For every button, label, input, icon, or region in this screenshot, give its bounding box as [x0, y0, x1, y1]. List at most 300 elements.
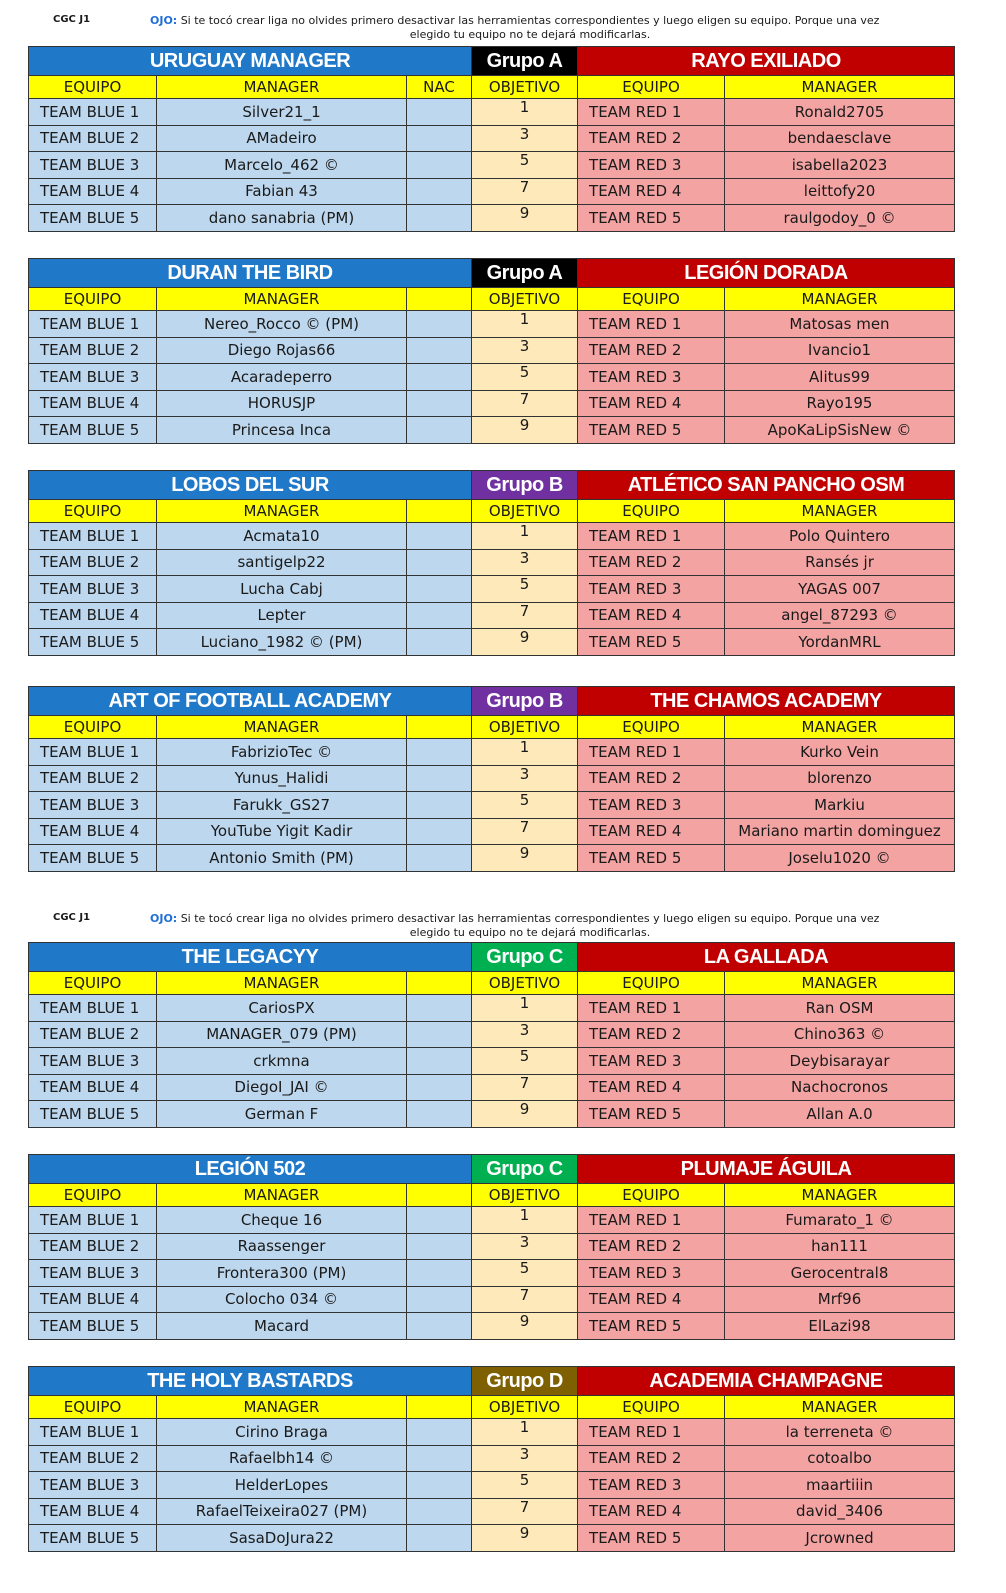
table-row	[29, 205, 955, 232]
blue-manager: Luciano_1982 © (PM)	[157, 629, 407, 656]
table-row	[29, 1498, 955, 1525]
red-manager: Fumarato_1 ©	[725, 1207, 955, 1234]
table-row	[29, 1445, 955, 1472]
blue-team-slot: TEAM BLUE 4	[29, 1286, 157, 1313]
equipo-header: EQUIPO	[578, 1184, 725, 1207]
table-row	[29, 845, 955, 872]
objective-value: 1	[472, 523, 578, 550]
red-manager: ElLazi98	[725, 1313, 955, 1340]
table-row	[29, 792, 955, 819]
red-team-name: ATLÉTICO SAN PANCHO OSM	[578, 471, 955, 500]
nac-cell	[407, 390, 472, 417]
red-team-slot: TEAM RED 3	[578, 364, 725, 391]
objective-value: 7	[472, 602, 578, 629]
blue-manager: Rafaelbh14 ©	[157, 1445, 407, 1472]
blue-manager: Lepter	[157, 602, 407, 629]
blue-manager: Cheque 16	[157, 1207, 407, 1234]
red-manager: angel_87293 ©	[725, 602, 955, 629]
red-team-slot: TEAM RED 2	[578, 549, 725, 576]
blue-team-slot: TEAM BLUE 1	[29, 1207, 157, 1234]
objective-value: 7	[472, 390, 578, 417]
blue-manager: Antonio Smith (PM)	[157, 845, 407, 872]
blue-manager: Frontera300 (PM)	[157, 1260, 407, 1287]
blue-manager: Lucha Cabj	[157, 576, 407, 603]
manager-header: MANAGER	[725, 288, 955, 311]
red-manager: Ivancio1	[725, 337, 955, 364]
objective-value: 5	[472, 1048, 578, 1075]
nac-header	[407, 1396, 472, 1419]
group-label: Grupo B	[472, 687, 578, 716]
match-table	[28, 1154, 955, 1340]
blue-manager: crkmna	[157, 1048, 407, 1075]
match-table	[28, 470, 955, 656]
manager-header: MANAGER	[157, 500, 407, 523]
blue-manager: Princesa Inca	[157, 417, 407, 444]
objective-value: 1	[472, 1419, 578, 1446]
nac-header	[407, 288, 472, 311]
equipo-header: EQUIPO	[29, 716, 157, 739]
objective-value: 1	[472, 995, 578, 1022]
equipo-header: EQUIPO	[29, 288, 157, 311]
blue-manager: SasaDoJura22	[157, 1525, 407, 1552]
objective-value: 3	[472, 337, 578, 364]
red-team-slot: TEAM RED 3	[578, 576, 725, 603]
objective-value: 5	[472, 364, 578, 391]
round-code: CGC J1	[53, 912, 91, 923]
objective-value: 5	[472, 1472, 578, 1499]
red-team-slot: TEAM RED 5	[578, 845, 725, 872]
equipo-header: EQUIPO	[578, 288, 725, 311]
blue-team-slot: TEAM BLUE 2	[29, 337, 157, 364]
red-team-name: THE CHAMOS ACADEMY	[578, 687, 955, 716]
red-team-slot: TEAM RED 1	[578, 1419, 725, 1446]
blue-team-slot: TEAM BLUE 4	[29, 178, 157, 205]
table-row	[29, 178, 955, 205]
blue-team-slot: TEAM BLUE 3	[29, 364, 157, 391]
blue-manager: Silver21_1	[157, 99, 407, 126]
blue-team-slot: TEAM BLUE 4	[29, 1498, 157, 1525]
table-row	[29, 549, 955, 576]
blue-team-slot: TEAM BLUE 1	[29, 311, 157, 338]
table-row	[29, 390, 955, 417]
blue-team-slot: TEAM BLUE 4	[29, 390, 157, 417]
red-team-slot: TEAM RED 5	[578, 1313, 725, 1340]
red-manager: Markiu	[725, 792, 955, 819]
table-row	[29, 417, 955, 444]
manager-header: MANAGER	[157, 288, 407, 311]
nac-cell	[407, 152, 472, 179]
nac-cell	[407, 99, 472, 126]
red-manager: Joselu1020 ©	[725, 845, 955, 872]
nac-cell	[407, 417, 472, 444]
nac-cell	[407, 125, 472, 152]
objective-value: 5	[472, 152, 578, 179]
table-row	[29, 1472, 955, 1499]
objective-value: 9	[472, 417, 578, 444]
blue-team-slot: TEAM BLUE 1	[29, 739, 157, 766]
red-manager: isabella2023	[725, 152, 955, 179]
red-manager: han111	[725, 1233, 955, 1260]
note-line2: elegido tu equipo no te dejará modificarlas.	[409, 926, 651, 939]
red-team-slot: TEAM RED 5	[578, 205, 725, 232]
objective-value: 9	[472, 845, 578, 872]
nac-header: NAC	[407, 76, 472, 99]
red-team-slot: TEAM RED 3	[578, 1472, 725, 1499]
group-label: Grupo A	[472, 47, 578, 76]
blue-manager: Acmata10	[157, 523, 407, 550]
red-manager: YAGAS 007	[725, 576, 955, 603]
red-team-name: LA GALLADA	[578, 943, 955, 972]
blue-team-slot: TEAM BLUE 5	[29, 629, 157, 656]
red-manager: Jcrowned	[725, 1525, 955, 1552]
blue-team-slot: TEAM BLUE 3	[29, 1048, 157, 1075]
blue-team-slot: TEAM BLUE 2	[29, 1021, 157, 1048]
red-team-slot: TEAM RED 2	[578, 1233, 725, 1260]
league-note	[0, 10, 1006, 50]
nac-cell	[407, 337, 472, 364]
equipo-header: EQUIPO	[578, 76, 725, 99]
blue-team-slot: TEAM BLUE 5	[29, 205, 157, 232]
nac-cell	[407, 311, 472, 338]
blue-manager: Raassenger	[157, 1233, 407, 1260]
blue-team-slot: TEAM BLUE 3	[29, 792, 157, 819]
table-row	[29, 1101, 955, 1128]
match-table	[28, 46, 955, 232]
red-team-slot: TEAM RED 4	[578, 390, 725, 417]
blue-team-slot: TEAM BLUE 3	[29, 152, 157, 179]
red-team-slot: TEAM RED 2	[578, 1021, 725, 1048]
table-row	[29, 1260, 955, 1287]
red-team-slot: TEAM RED 4	[578, 178, 725, 205]
objective-value: 7	[472, 1074, 578, 1101]
blue-manager: santigelp22	[157, 549, 407, 576]
red-manager: ApoKaLipSisNew ©	[725, 417, 955, 444]
objective-value: 7	[472, 1498, 578, 1525]
group-label: Grupo D	[472, 1367, 578, 1396]
table-row	[29, 1313, 955, 1340]
red-team-slot: TEAM RED 2	[578, 1445, 725, 1472]
note-line1: Si te tocó crear liga no olvides primero desactivar las herramientas correspondientes y luego eligen su equipo. Porque una vez	[177, 14, 880, 27]
blue-manager: RafaelTeixeira027 (PM)	[157, 1498, 407, 1525]
red-team-slot: TEAM RED 1	[578, 739, 725, 766]
note-text	[150, 912, 950, 940]
red-manager: Nachocronos	[725, 1074, 955, 1101]
manager-header: MANAGER	[725, 1184, 955, 1207]
blue-manager: Fabian 43	[157, 178, 407, 205]
match-table	[28, 942, 955, 1128]
blue-team-slot: TEAM BLUE 5	[29, 1313, 157, 1340]
table-row	[29, 311, 955, 338]
nac-header	[407, 716, 472, 739]
blue-manager: FabrizioTec ©	[157, 739, 407, 766]
nac-header	[407, 1184, 472, 1207]
blue-team-slot: TEAM BLUE 3	[29, 1260, 157, 1287]
equipo-header: EQUIPO	[29, 500, 157, 523]
red-team-name: ACADEMIA CHAMPAGNE	[578, 1367, 955, 1396]
red-manager: Ransés jr	[725, 549, 955, 576]
red-manager: Gerocentral8	[725, 1260, 955, 1287]
table-row	[29, 1021, 955, 1048]
match-table	[28, 686, 955, 872]
equipo-header: EQUIPO	[29, 1396, 157, 1419]
blue-team-slot: TEAM BLUE 2	[29, 125, 157, 152]
blue-manager: Colocho 034 ©	[157, 1286, 407, 1313]
nac-cell	[407, 1021, 472, 1048]
red-manager: leittofy20	[725, 178, 955, 205]
equipo-header: EQUIPO	[29, 1184, 157, 1207]
red-team-slot: TEAM RED 2	[578, 337, 725, 364]
red-team-name: LEGIÓN DORADA	[578, 259, 955, 288]
objective-value: 3	[472, 1445, 578, 1472]
nac-cell	[407, 1048, 472, 1075]
manager-header: MANAGER	[157, 1396, 407, 1419]
blue-manager: YouTube Yigit Kadir	[157, 818, 407, 845]
red-team-slot: TEAM RED 5	[578, 1101, 725, 1128]
red-manager: YordanMRL	[725, 629, 955, 656]
equipo-header: EQUIPO	[578, 972, 725, 995]
table-row	[29, 995, 955, 1022]
blue-team-name: ART OF FOOTBALL ACADEMY	[29, 687, 472, 716]
nac-cell	[407, 1472, 472, 1499]
blue-manager: HelderLopes	[157, 1472, 407, 1499]
objective-value: 9	[472, 1101, 578, 1128]
objetivo-header: OBJETIVO	[472, 288, 578, 311]
objective-value: 3	[472, 765, 578, 792]
red-manager: Ran OSM	[725, 995, 955, 1022]
objective-value: 1	[472, 311, 578, 338]
red-team-slot: TEAM RED 3	[578, 1048, 725, 1075]
red-manager: maartiiin	[725, 1472, 955, 1499]
blue-team-name: DURAN THE BIRD	[29, 259, 472, 288]
nac-cell	[407, 1074, 472, 1101]
blue-manager: DiegoI_JAI ©	[157, 1074, 407, 1101]
red-team-slot: TEAM RED 5	[578, 1525, 725, 1552]
red-team-slot: TEAM RED 5	[578, 629, 725, 656]
red-team-slot: TEAM RED 1	[578, 99, 725, 126]
blue-team-slot: TEAM BLUE 5	[29, 1101, 157, 1128]
red-manager: cotoalbo	[725, 1445, 955, 1472]
nac-cell	[407, 1260, 472, 1287]
nac-cell	[407, 792, 472, 819]
red-manager: david_3406	[725, 1498, 955, 1525]
table-row	[29, 602, 955, 629]
blue-manager: Yunus_Halidi	[157, 765, 407, 792]
red-team-slot: TEAM RED 4	[578, 1074, 725, 1101]
blue-team-slot: TEAM BLUE 2	[29, 1445, 157, 1472]
manager-header: MANAGER	[725, 972, 955, 995]
red-manager: bendaesclave	[725, 125, 955, 152]
objective-value: 5	[472, 792, 578, 819]
manager-header: MANAGER	[157, 1184, 407, 1207]
nac-header	[407, 500, 472, 523]
red-manager: Deybisarayar	[725, 1048, 955, 1075]
red-manager: raulgodoy_0 ©	[725, 205, 955, 232]
nac-cell	[407, 1525, 472, 1552]
table-row	[29, 1233, 955, 1260]
blue-manager: Cirino Braga	[157, 1419, 407, 1446]
blue-team-slot: TEAM BLUE 4	[29, 1074, 157, 1101]
table-row	[29, 1286, 955, 1313]
objective-value: 9	[472, 1313, 578, 1340]
blue-team-slot: TEAM BLUE 4	[29, 818, 157, 845]
equipo-header: EQUIPO	[29, 972, 157, 995]
blue-team-name: THE HOLY BASTARDS	[29, 1367, 472, 1396]
objetivo-header: OBJETIVO	[472, 716, 578, 739]
red-team-slot: TEAM RED 4	[578, 1498, 725, 1525]
match-table	[28, 1366, 955, 1552]
nac-cell	[407, 1498, 472, 1525]
nac-cell	[407, 1313, 472, 1340]
blue-manager: Diego Rojas66	[157, 337, 407, 364]
note-text	[150, 14, 950, 42]
blue-manager: Acaradeperro	[157, 364, 407, 391]
nac-cell	[407, 523, 472, 550]
table-row	[29, 1074, 955, 1101]
blue-team-slot: TEAM BLUE 5	[29, 845, 157, 872]
match-table	[28, 258, 955, 444]
red-manager: Allan A.0	[725, 1101, 955, 1128]
table-row	[29, 576, 955, 603]
blue-manager: Macard	[157, 1313, 407, 1340]
note-label: OJO:	[150, 912, 178, 925]
objective-value: 3	[472, 1021, 578, 1048]
blue-team-slot: TEAM BLUE 1	[29, 995, 157, 1022]
table-row	[29, 1419, 955, 1446]
red-team-slot: TEAM RED 1	[578, 311, 725, 338]
table-row	[29, 1525, 955, 1552]
objective-value: 5	[472, 1260, 578, 1287]
red-team-slot: TEAM RED 1	[578, 1207, 725, 1234]
blue-team-name: LOBOS DEL SUR	[29, 471, 472, 500]
objective-value: 9	[472, 205, 578, 232]
red-team-slot: TEAM RED 2	[578, 765, 725, 792]
table-row	[29, 739, 955, 766]
red-manager: Mrf96	[725, 1286, 955, 1313]
table-row	[29, 1048, 955, 1075]
blue-manager: Farukk_GS27	[157, 792, 407, 819]
nac-cell	[407, 845, 472, 872]
blue-team-slot: TEAM BLUE 1	[29, 1419, 157, 1446]
table-row	[29, 765, 955, 792]
objective-value: 1	[472, 1207, 578, 1234]
blue-team-slot: TEAM BLUE 3	[29, 1472, 157, 1499]
equipo-header: EQUIPO	[578, 716, 725, 739]
red-manager: Mariano martin dominguez	[725, 818, 955, 845]
objective-value: 3	[472, 1233, 578, 1260]
red-team-slot: TEAM RED 2	[578, 125, 725, 152]
table-row	[29, 1207, 955, 1234]
group-label: Grupo C	[472, 1155, 578, 1184]
nac-cell	[407, 1445, 472, 1472]
blue-team-slot: TEAM BLUE 2	[29, 765, 157, 792]
objetivo-header: OBJETIVO	[472, 1396, 578, 1419]
blue-manager: Marcelo_462 ©	[157, 152, 407, 179]
red-team-slot: TEAM RED 3	[578, 1260, 725, 1287]
red-team-slot: TEAM RED 3	[578, 792, 725, 819]
red-manager: Chino363 ©	[725, 1021, 955, 1048]
nac-cell	[407, 549, 472, 576]
blue-team-name: URUGUAY MANAGER	[29, 47, 472, 76]
red-manager: Rayo195	[725, 390, 955, 417]
group-label: Grupo A	[472, 259, 578, 288]
nac-cell	[407, 1101, 472, 1128]
blue-team-slot: TEAM BLUE 4	[29, 602, 157, 629]
blue-manager: CariosPX	[157, 995, 407, 1022]
red-team-slot: TEAM RED 1	[578, 523, 725, 550]
nac-cell	[407, 1286, 472, 1313]
equipo-header: EQUIPO	[578, 500, 725, 523]
table-row	[29, 364, 955, 391]
red-team-name: PLUMAJE ÁGUILA	[578, 1155, 955, 1184]
blue-team-slot: TEAM BLUE 2	[29, 1233, 157, 1260]
nac-cell	[407, 818, 472, 845]
equipo-header: EQUIPO	[29, 76, 157, 99]
objetivo-header: OBJETIVO	[472, 500, 578, 523]
manager-header: MANAGER	[725, 76, 955, 99]
objective-value: 3	[472, 125, 578, 152]
round-code: CGC J1	[53, 14, 91, 25]
nac-cell	[407, 765, 472, 792]
nac-cell	[407, 995, 472, 1022]
table-row	[29, 99, 955, 126]
red-team-slot: TEAM RED 4	[578, 602, 725, 629]
red-team-slot: TEAM RED 4	[578, 818, 725, 845]
manager-header: MANAGER	[725, 716, 955, 739]
objective-value: 5	[472, 576, 578, 603]
blue-team-slot: TEAM BLUE 2	[29, 549, 157, 576]
objective-value: 1	[472, 739, 578, 766]
blue-manager: dano sanabria (PM)	[157, 205, 407, 232]
note-label: OJO:	[150, 14, 178, 27]
group-label: Grupo C	[472, 943, 578, 972]
blue-team-slot: TEAM BLUE 1	[29, 523, 157, 550]
nac-header	[407, 972, 472, 995]
table-row	[29, 818, 955, 845]
manager-header: MANAGER	[157, 716, 407, 739]
red-team-slot: TEAM RED 5	[578, 417, 725, 444]
nac-cell	[407, 1233, 472, 1260]
nac-cell	[407, 205, 472, 232]
objective-value: 7	[472, 818, 578, 845]
manager-header: MANAGER	[157, 76, 407, 99]
nac-cell	[407, 629, 472, 656]
objective-value: 1	[472, 99, 578, 126]
red-manager: blorenzo	[725, 765, 955, 792]
manager-header: MANAGER	[157, 972, 407, 995]
red-manager: la terreneta ©	[725, 1419, 955, 1446]
nac-cell	[407, 1207, 472, 1234]
group-label: Grupo B	[472, 471, 578, 500]
nac-cell	[407, 364, 472, 391]
note-line2: elegido tu equipo no te dejará modificarlas.	[409, 28, 651, 41]
objective-value: 9	[472, 629, 578, 656]
red-team-slot: TEAM RED 3	[578, 152, 725, 179]
blue-manager: HORUSJP	[157, 390, 407, 417]
table-row	[29, 523, 955, 550]
nac-cell	[407, 602, 472, 629]
table-row	[29, 629, 955, 656]
red-team-slot: TEAM RED 4	[578, 1286, 725, 1313]
blue-team-slot: TEAM BLUE 5	[29, 417, 157, 444]
nac-cell	[407, 178, 472, 205]
objective-value: 9	[472, 1525, 578, 1552]
red-team-name: RAYO EXILIADO	[578, 47, 955, 76]
nac-cell	[407, 739, 472, 766]
red-manager: Matosas men	[725, 311, 955, 338]
objetivo-header: OBJETIVO	[472, 972, 578, 995]
objetivo-header: OBJETIVO	[472, 76, 578, 99]
objective-value: 3	[472, 549, 578, 576]
